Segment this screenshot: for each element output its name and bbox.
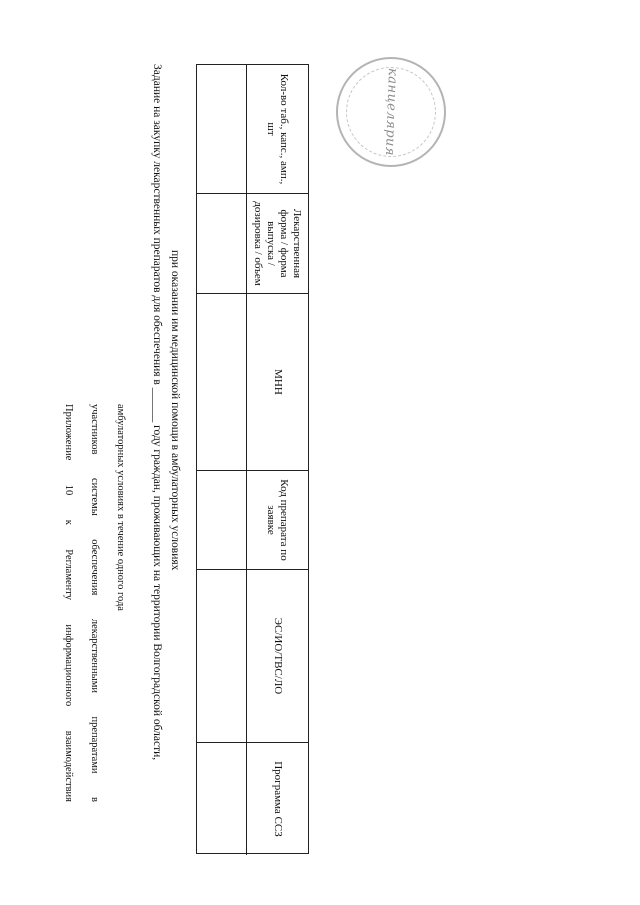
table-cell [197, 294, 246, 471]
column-header: Лекарственная форма / форма выпуска / дозировка / объем [246, 194, 308, 294]
table-cell [197, 65, 246, 194]
column-header: Программа ССЗ [246, 743, 308, 855]
table-cell [197, 194, 246, 294]
column-header: ЭС/ИО/ТВС/ЛО [246, 570, 308, 743]
document-title-line-1: Задание на закупку лекарственных препаратов для обеспечения в ______ году граждан, проживающих на территории Волгоградской области, [151, 64, 163, 761]
table-cell [197, 743, 246, 855]
table-cell [197, 570, 246, 743]
column-header: МНН [246, 294, 308, 471]
header-line-2: участников системы обеспечения лекарственными препаратами в [89, 404, 100, 802]
table-cell [197, 471, 246, 570]
header-line-3: амбулаторных условиях в течение одного года [115, 404, 126, 611]
header-line-1: Приложение 10 к Регламенту информационного взаимодействия [63, 404, 74, 802]
document-title-line-2: при оказании им медицинской помощи в амбулаторных условиях [169, 250, 181, 571]
column-header: Кол-во таб., капс., амп., шт [246, 65, 308, 194]
column-header: Код препарата по заявке [246, 471, 308, 570]
procurement-table [196, 64, 309, 854]
stamp-text: канцелярия [381, 67, 401, 157]
office-stamp [336, 57, 446, 167]
